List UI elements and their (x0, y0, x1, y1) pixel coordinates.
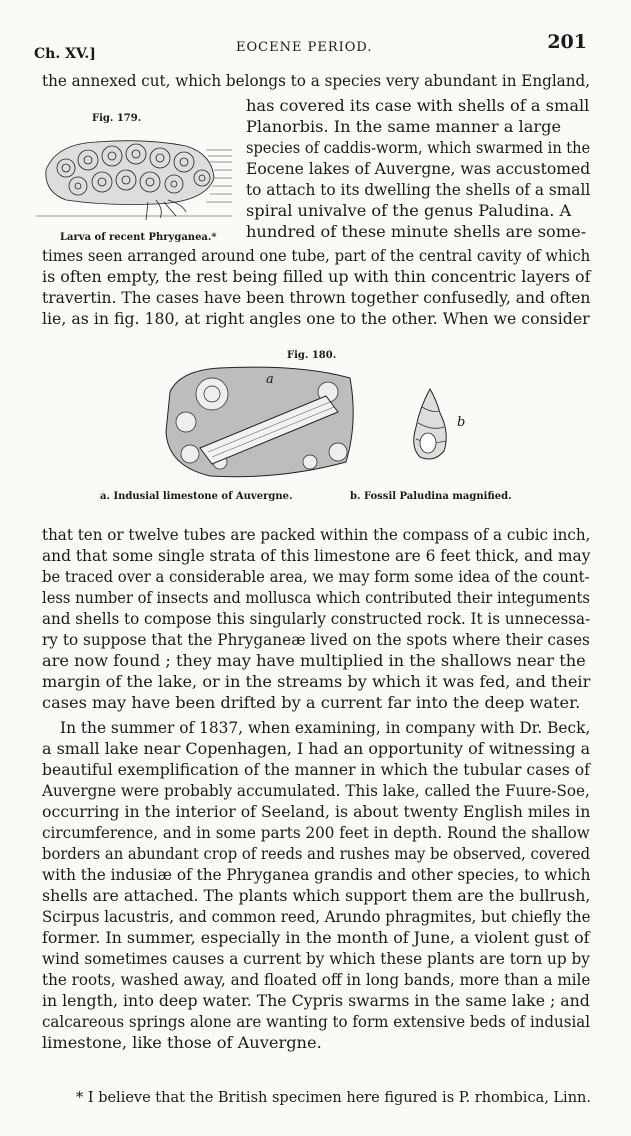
text-line: Scirpus lacustris, and common reed, Arundo phragmites, but chiefly the (42, 907, 591, 926)
text-line: with the indusiæ of the Phryganea grandis and other species, to which (42, 865, 591, 884)
figure-caption-a: a. Indusial limestone of Auvergne. (100, 491, 293, 502)
figure-letter-b: b (457, 415, 466, 430)
text-line: lie, as in fig. 180, at right angles one to the other. When we consider (42, 309, 590, 328)
text-line: the roots, washed away, and floated off in long bands, more than a mile (42, 970, 591, 989)
text-line: cases may have been drifted by a current far into the deep water. (42, 693, 581, 712)
page-number: 201 (547, 31, 587, 53)
text-line: a small lake near Copenhagen, I had an opportunity of witnessing a (42, 739, 591, 758)
text-line: times seen arranged around one tube, part of the central cavity of which (42, 246, 591, 265)
text-line: In the summer of 1837, when examining, in company with Dr. Beck, (60, 718, 591, 737)
chapter-label: Ch. XV.] (34, 46, 96, 62)
figure-label: Fig. 180. (287, 350, 337, 361)
text-line: spiral univalve of the genus Paludina. A (246, 201, 572, 220)
figure-letter-a: a (266, 372, 274, 387)
text-line: shells are attached. The plants which support them are the bullrush, (42, 886, 591, 905)
running-head: EOCENE PERIOD. (236, 40, 373, 55)
text-line: to attach to its dwelling the shells of a small (246, 180, 591, 199)
text-line: that ten or twelve tubes are packed within the compass of a cubic inch, (42, 525, 591, 544)
text-line: in length, into deep water. The Cypris swarms in the same lake ; and (42, 991, 590, 1010)
text-line: circumference, and in some parts 200 feet in depth. Round the shallow (42, 823, 590, 842)
text-line: wind sometimes causes a current by which these plants are torn up by (42, 949, 590, 968)
text-line: is often empty, the rest being filled up with thin concentric layers of (42, 267, 591, 286)
text-line: Planorbis. In the same manner a large (246, 117, 562, 136)
text-line: be traced over a considerable area, we may form some idea of the count- (42, 567, 590, 586)
indusial-limestone-illustration (160, 362, 360, 482)
text-line: has covered its case with shells of a small (246, 96, 590, 115)
text-line: the annexed cut, which belongs to a species very abundant in England, (42, 71, 591, 90)
paludina-shell-illustration (406, 385, 454, 465)
text-line: borders an abundant crop of reeds and rushes may be observed, covered (42, 844, 591, 863)
figure-caption-b: b. Fossil Paludina magnified. (350, 491, 512, 502)
text-line: hundred of these minute shells are some- (246, 222, 587, 241)
text-line: margin of the lake, or in the streams by which it was fed, and their (42, 672, 591, 691)
text-line: Auvergne were probably accumulated. This lake, called the Fuure-Soe, (42, 781, 590, 800)
text-line: and shells to compose this singularly constructed rock. It is unnecessa- (42, 609, 591, 628)
text-line: occurring in the interior of Seeland, is about twenty English miles in (42, 802, 591, 821)
text-line: calcareous springs alone are wanting to form extensive beds of indusial (42, 1012, 591, 1031)
text-line: former. In summer, especially in the month of June, a violent gust of (42, 928, 590, 947)
text-line: and that some single strata of this limestone are 6 feet thick, and may (42, 546, 591, 565)
text-line: species of caddis-worm, which swarmed in the (246, 138, 591, 157)
text-line: ry to suppose that the Phryganeæ lived on the spots where their cases (42, 630, 590, 649)
text-line: less number of insects and mollusca which contributed their integuments (42, 588, 590, 607)
footnote: * I believe that the British specimen here figured is P. rhombica, Linn. (76, 1090, 591, 1106)
text-line: limestone, like those of Auvergne. (42, 1033, 322, 1052)
text-line: travertin. The cases have been thrown together confusedly, and often (42, 288, 591, 307)
caddis-larva-illustration (36, 130, 236, 225)
text-line: are now found ; they may have multiplied in the shallows near the (42, 651, 586, 670)
figure-caption: Larva of recent Phryganea.* (60, 232, 217, 243)
text-line: beautiful exemplification of the manner in which the tubular cases of (42, 760, 590, 779)
figure-label: Fig. 179. (92, 113, 142, 124)
text-line: Eocene lakes of Auvergne, was accustomed (246, 159, 591, 178)
